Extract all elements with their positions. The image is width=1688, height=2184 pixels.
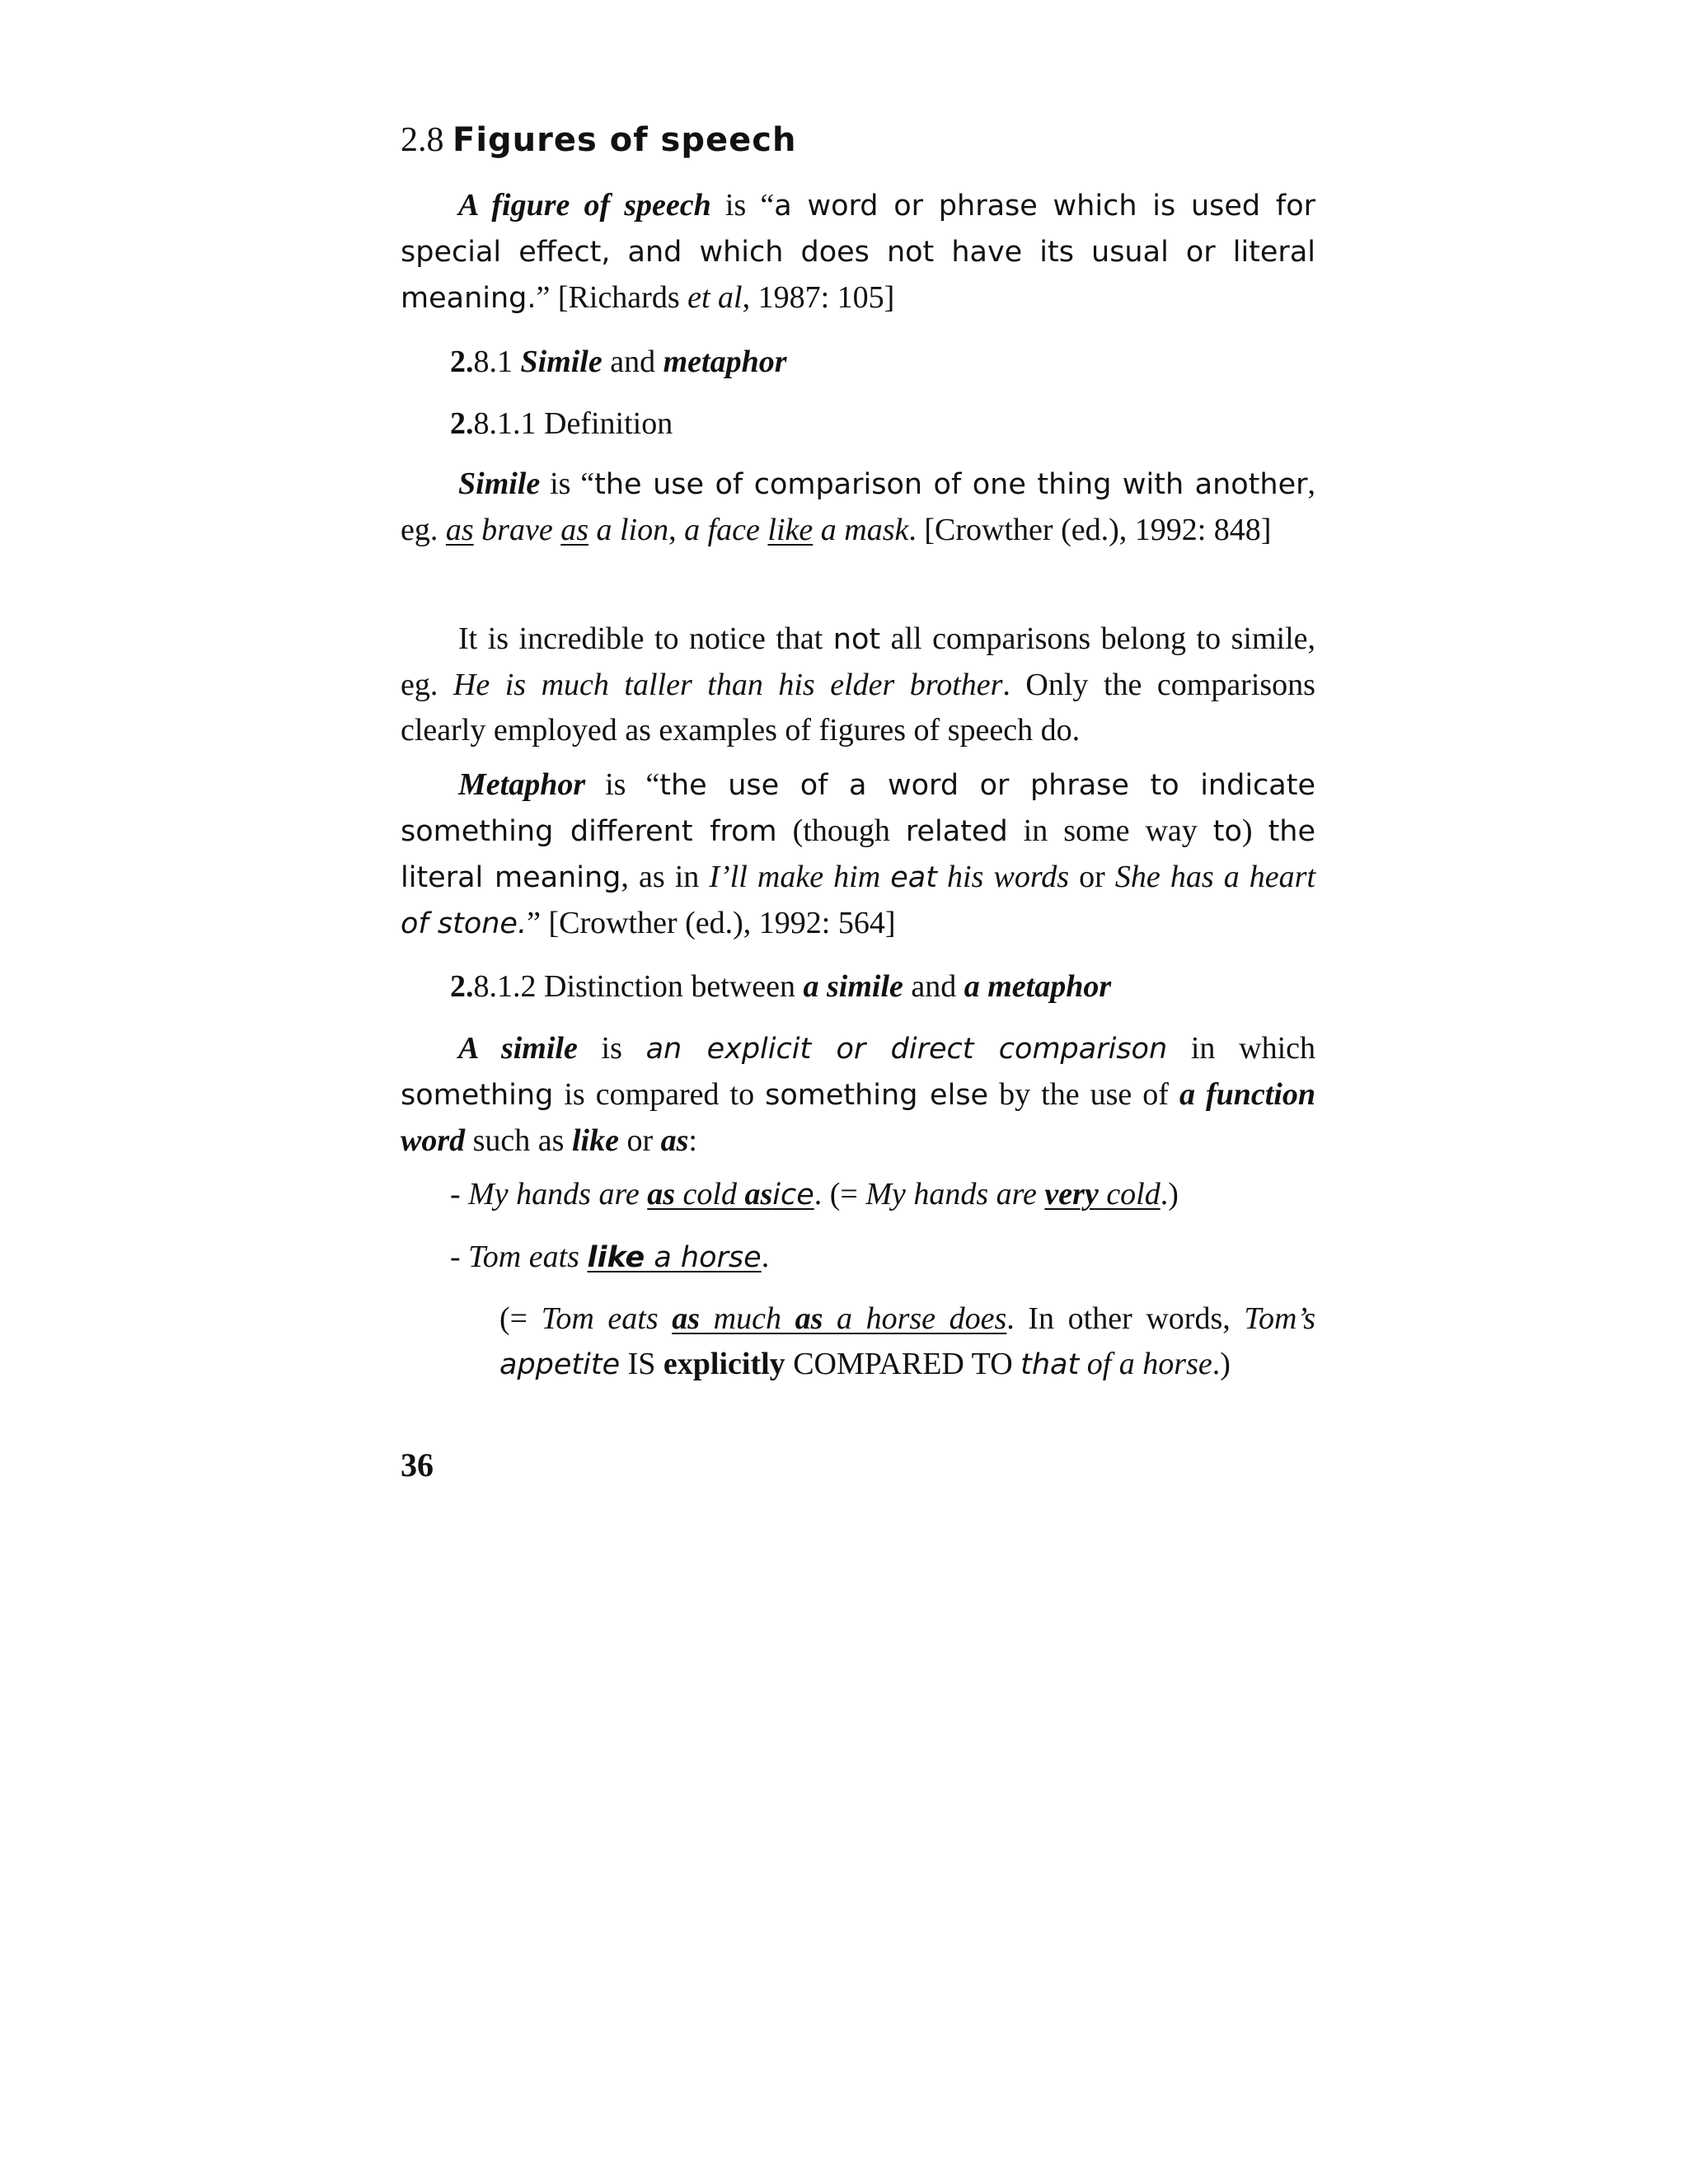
text-or: or — [618, 1123, 661, 1158]
text-of-a-horse: of a horse — [1079, 1347, 1212, 1381]
text-colon: : — [688, 1123, 697, 1158]
heading-definition: 8.1.1 Definition — [473, 406, 673, 441]
example-as: as — [672, 1301, 701, 1336]
heading-num-bold: 2. — [450, 406, 474, 441]
section-heading-2-8-1-1 — [450, 401, 673, 447]
heading-simile: Simile — [520, 344, 603, 379]
heading-num-rest: 8.1 — [473, 344, 521, 379]
text: ) — [1241, 813, 1268, 848]
heading-title: Figures of speech — [452, 121, 797, 159]
citation-end: , 1987: 105] — [742, 280, 895, 315]
section-heading-2-8-1 — [450, 340, 787, 385]
term-metaphor: Metaphor — [458, 767, 586, 802]
heading-a-simile: a simile — [803, 969, 903, 1004]
term-function-word: a function word — [401, 1077, 1315, 1158]
citation-crowther: ” [Crowther (ed.), 1992: 564] — [527, 906, 896, 940]
text-related: related — [905, 815, 1008, 848]
heading-and: and — [602, 344, 663, 379]
text-appetite: appetite — [499, 1348, 621, 1381]
text-eg: , eg. — [401, 466, 1315, 547]
text: (though — [776, 813, 906, 848]
example-like: like — [767, 513, 814, 547]
example-dash: - — [450, 1240, 469, 1274]
quote-metaphor: the use of a word or phrase to indicate something different from — [401, 769, 1315, 848]
section-heading-2-8 — [401, 115, 796, 165]
example-cold-as-ice — [450, 1172, 1179, 1218]
text-comma: , — [668, 513, 685, 547]
comparison-note — [401, 616, 1315, 753]
example-horse: a horse — [645, 1241, 762, 1274]
example-heart: She has a heart — [1114, 860, 1316, 894]
example-face: a face — [684, 513, 768, 547]
text: by the use of — [988, 1077, 1179, 1112]
text-to: to — [1212, 815, 1242, 848]
text-or: or — [1069, 860, 1115, 894]
metaphor-definition — [401, 762, 1315, 947]
example-much: much — [700, 1301, 795, 1336]
heading-number: 2.8 — [401, 121, 444, 159]
example-lion: a lion — [588, 513, 669, 547]
example-as: as — [795, 1301, 823, 1336]
example-as: as — [560, 513, 588, 547]
text: , as in — [621, 860, 710, 894]
quote-literal-meaning: the literal meaning — [401, 815, 1316, 894]
example-text: My hands are — [468, 1177, 648, 1212]
example-horse-explanation — [499, 1296, 1315, 1388]
example-dash: - — [450, 1177, 469, 1212]
example-ice: ice — [772, 1179, 814, 1212]
example-cold: cold — [675, 1177, 745, 1212]
term-like: like — [571, 1123, 619, 1158]
quote-simile: the use of comparison of one thing with another — [594, 468, 1308, 501]
text-explicit-comparison: an explicit or direct comparison — [645, 1033, 1168, 1066]
citation-et-al: et al — [687, 280, 743, 315]
text: IS — [620, 1347, 663, 1381]
heading-num-bold: 2. — [450, 969, 474, 1004]
example-brave: brave — [473, 513, 561, 547]
example-like: like — [587, 1241, 645, 1274]
note-text: . Only the comparisons clearly employed as examples of figures of speech do. — [401, 668, 1315, 748]
note-not: not — [832, 623, 881, 656]
text-explicitly: explicitly — [663, 1347, 785, 1381]
heading-a-metaphor: a metaphor — [964, 969, 1112, 1004]
text: .) — [1212, 1347, 1231, 1381]
simile-explanation — [401, 1026, 1315, 1164]
heading-metaphor: metaphor — [663, 344, 787, 379]
example-make-him: I’ll make him — [709, 860, 891, 894]
text-is: is — [577, 1031, 646, 1066]
quote-figure-of-speech: a word or phrase which is used for special effect, and which does not have its usual or literal meaning. — [401, 190, 1315, 315]
example-text: Tom eats — [468, 1240, 588, 1274]
term-a-simile: A simile — [458, 1031, 578, 1066]
example-eat: eat — [890, 861, 937, 894]
example-text: My hands are — [865, 1177, 1045, 1212]
example-like-a-horse — [450, 1235, 769, 1281]
text: in some way — [1007, 813, 1213, 848]
example-his-words: his words — [936, 860, 1070, 894]
text: . In other words, — [1006, 1301, 1245, 1336]
term-figure-of-speech: A figure of speech — [458, 188, 711, 223]
example-very: very — [1044, 1177, 1099, 1212]
text: (= — [499, 1301, 542, 1336]
example-text: . (= — [814, 1177, 866, 1212]
example-as: as — [744, 1177, 773, 1212]
note-text: It is incredible to notice that — [458, 621, 833, 656]
example-as: as — [647, 1177, 676, 1212]
section-heading-2-8-1-2 — [450, 964, 1111, 1010]
example-text: . — [761, 1240, 770, 1274]
page-number: 36 — [401, 1446, 434, 1483]
text: is compared to — [553, 1077, 766, 1112]
term-simile: Simile — [458, 466, 541, 501]
text: in which — [1167, 1031, 1315, 1066]
example-of-stone: of stone. — [401, 907, 528, 940]
text-something: something — [401, 1079, 554, 1112]
note-text: all comparisons belong to simile, eg. — [401, 621, 1315, 702]
simile-definition — [401, 462, 1315, 553]
text-is: is “ — [540, 466, 595, 501]
note-example: He is much taller than his elder brother — [452, 668, 1003, 702]
term-as: as — [660, 1123, 689, 1158]
example-as: as — [445, 513, 474, 547]
citation-open: ” [Richards — [536, 280, 688, 315]
heading-distinction: 8.1.2 Distinction between — [473, 969, 804, 1004]
example-horse-does: a horse does — [823, 1301, 1007, 1336]
text-is: is “ — [585, 767, 660, 802]
heading-and: and — [903, 969, 964, 1004]
example-cold: cold — [1098, 1177, 1160, 1212]
text-something-else: something else — [765, 1079, 989, 1112]
citation-crowther: . [Crowther (ed.), 1992: 848] — [908, 513, 1272, 547]
text-toms: Tom’s — [1244, 1301, 1315, 1336]
text: COMPARED TO — [785, 1347, 1021, 1381]
heading-num-bold: 2. — [450, 344, 474, 379]
example-mask: a mask — [813, 513, 909, 547]
text: Tom eats — [541, 1301, 673, 1336]
text-that: that — [1020, 1348, 1080, 1381]
text-is: is “ — [710, 188, 775, 223]
text: such as — [465, 1123, 572, 1158]
figure-of-speech-definition — [401, 183, 1315, 321]
example-text: .) — [1160, 1177, 1179, 1212]
